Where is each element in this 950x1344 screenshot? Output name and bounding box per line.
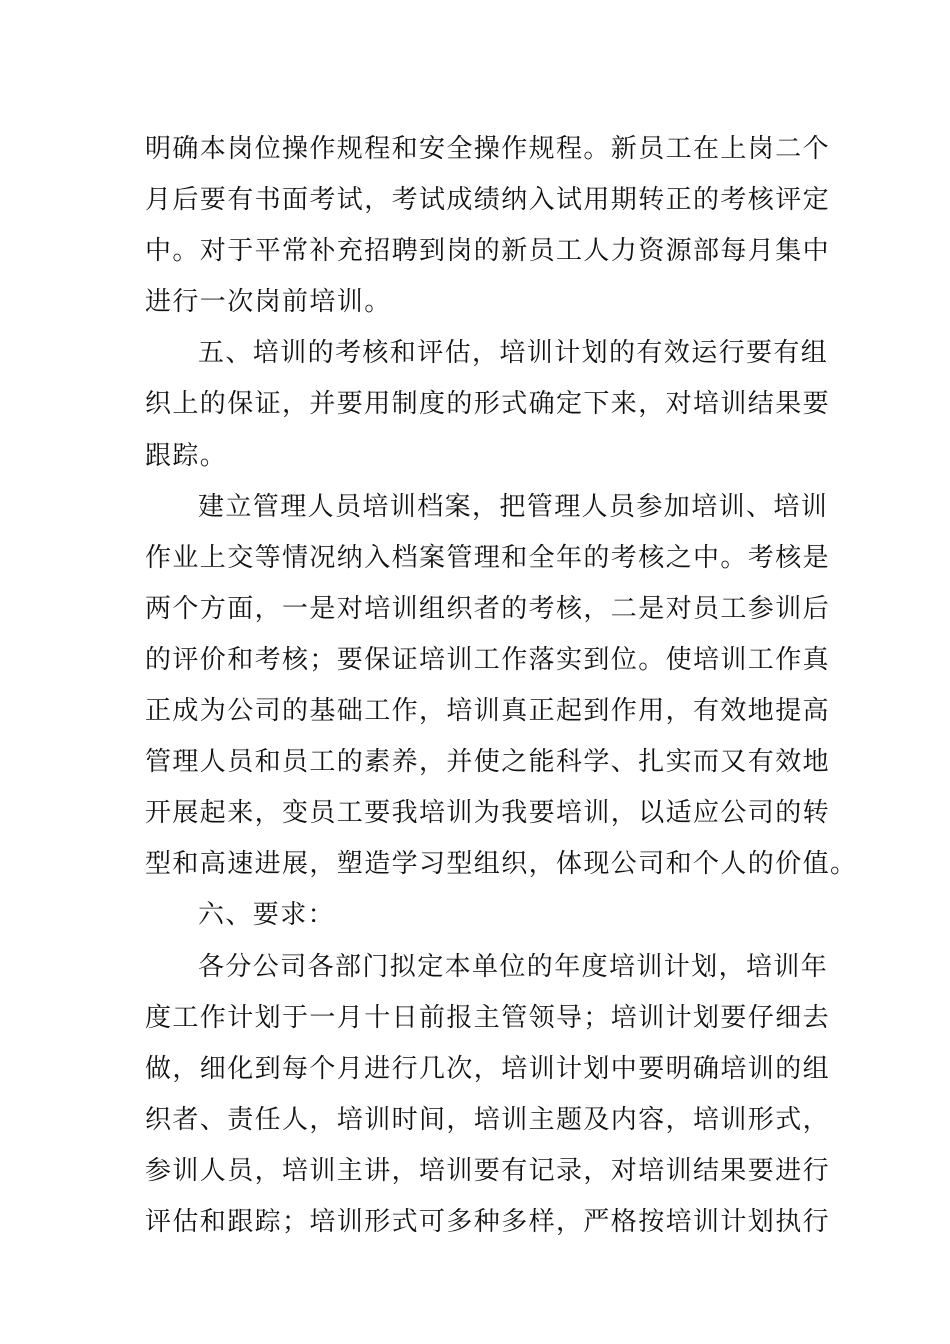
text-line: 正成为公司的基础工作，培训真正起到作用，有效地提高 bbox=[145, 696, 831, 727]
text-line: 评估和跟踪；培训形式可多种多样，严格按培训计划执行 bbox=[145, 1206, 831, 1237]
text-line: 型和高速进展，塑造学习型组织，体现公司和个人的价值。 bbox=[145, 849, 858, 880]
text-line: 参训人员，培训主讲，培训要有记录，对培训结果要进行 bbox=[145, 1155, 831, 1186]
text-line: 进行一次岗前培训。 bbox=[145, 287, 392, 318]
text-line: 中。对于平常补充招聘到岗的新员工人力资源部每月集中 bbox=[145, 236, 831, 267]
text-line: 的评价和考核；要保证培训工作落实到位。使培训工作真 bbox=[145, 644, 831, 675]
section-heading-line: 五、培训的考核和评估，培训计划的有效运行要有组 bbox=[198, 338, 829, 369]
text-line: 作业上交等情况纳入档案管理和全年的考核之中。考核是 bbox=[145, 542, 831, 573]
text-line: 跟踪。 bbox=[145, 440, 228, 471]
paragraph-start-line: 建立管理人员培训档案，把管理人员参加培训、培训 bbox=[198, 491, 829, 522]
text-line: 做，细化到每个月进行几次，培训计划中要明确培训的组 bbox=[145, 1053, 831, 1084]
text-line: 织上的保证，并要用制度的形式确定下来，对培训结果要 bbox=[145, 389, 831, 420]
paragraph-start-line: 各分公司各部门拟定本单位的年度培训计划，培训年 bbox=[198, 951, 829, 982]
text-line: 两个方面，一是对培训组织者的考核，二是对员工参训后 bbox=[145, 593, 831, 624]
body-text bbox=[145, 124, 858, 1248]
text-line: 月后要有书面考试，考试成绩纳入试用期转正的考核评定 bbox=[145, 185, 831, 216]
text-line: 度工作计划于一月十日前报主管领导；培训计划要仔细去 bbox=[145, 1002, 831, 1033]
text-line: 管理人员和员工的素养，并使之能科学、扎实而又有效地 bbox=[145, 747, 831, 778]
text-line: 开展起来，变员工要我培训为我要培训，以适应公司的转 bbox=[145, 798, 831, 829]
section-heading-line: 六、要求： bbox=[198, 900, 336, 931]
text-line: 织者、责任人，培训时间，培训主题及内容，培训形式， bbox=[145, 1104, 831, 1135]
text-line: 明确本岗位操作规程和安全操作规程。新员工在上岗二个 bbox=[145, 134, 831, 164]
